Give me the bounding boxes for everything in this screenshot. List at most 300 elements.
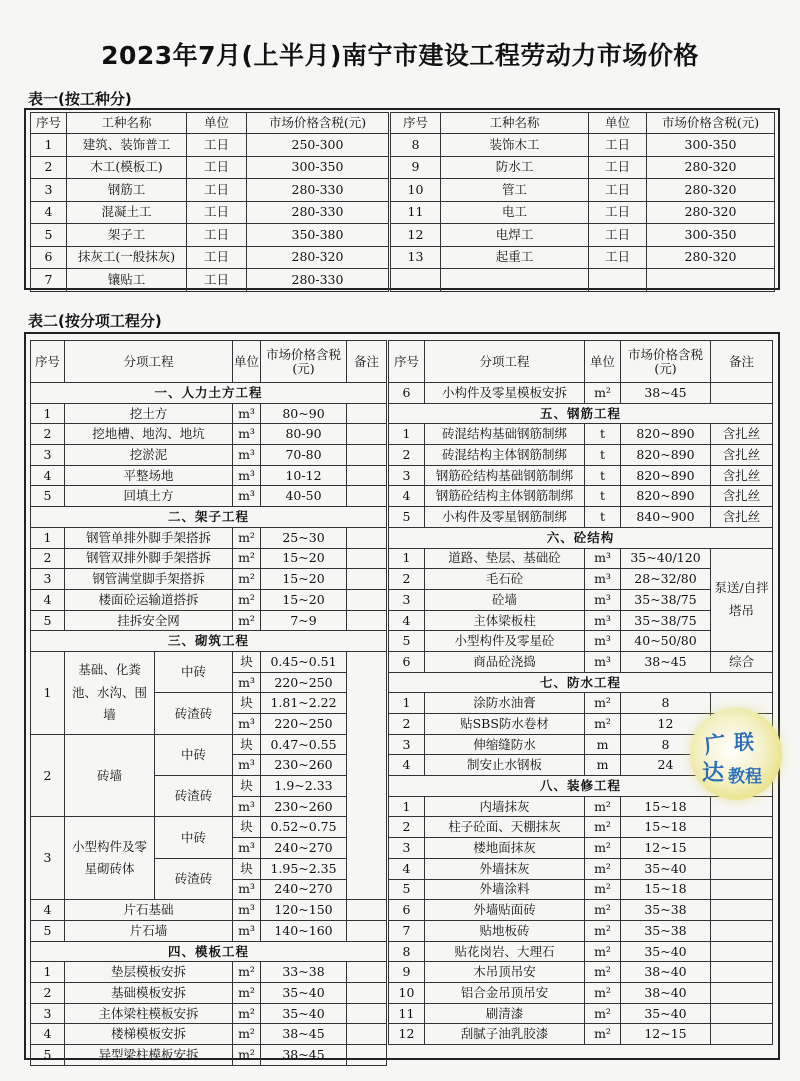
table-row (389, 796, 773, 817)
table-row (31, 403, 387, 424)
row-unit: m³ (585, 569, 621, 590)
row-name: 钢筋砼结构主体钢筋制绑 (425, 486, 585, 507)
section-header: 二、架子工程 (31, 507, 387, 528)
table-row (31, 1024, 387, 1045)
row-name: 内墙抹灰 (425, 796, 585, 817)
unit: 块 (233, 693, 261, 714)
row-unit: m² (585, 838, 621, 859)
row-note (347, 1024, 387, 1045)
row-note: 含扎丝 (711, 486, 773, 507)
table-row (389, 424, 773, 445)
unit: m³ (233, 879, 261, 900)
row-no: 5 (31, 486, 65, 507)
table-row (31, 179, 389, 202)
row-name: 外墙抹灰 (425, 858, 585, 879)
row-name: 基础模板安拆 (65, 982, 233, 1003)
row-name: 制安止水钢板 (425, 755, 585, 776)
row-note: 含扎丝 (711, 445, 773, 466)
row-name: 起重工 (441, 246, 589, 269)
price: 220~250 (261, 714, 347, 735)
row-unit: t (585, 486, 621, 507)
price: 1.81~2.22 (261, 693, 347, 714)
table1-right (390, 112, 775, 292)
row-price: 38~45 (621, 383, 711, 404)
row-note (347, 589, 387, 610)
row-no: 4 (31, 589, 65, 610)
row-price: 280-320 (647, 246, 775, 269)
row-price: 7~9 (261, 610, 347, 631)
brick-type: 砖渣砖 (155, 776, 233, 817)
row-unit: 工日 (589, 179, 647, 202)
row-note (347, 962, 387, 983)
row-price: 300-350 (247, 156, 389, 179)
row-note (347, 424, 387, 445)
row-price: 38~45 (621, 651, 711, 672)
row-unit: m³ (233, 403, 261, 424)
table2-left (30, 340, 387, 1066)
row-price: 15~20 (261, 589, 347, 610)
row-name: 楼面砼运输道搭拆 (65, 589, 233, 610)
row-name: 镶贴工 (67, 269, 187, 292)
price: 0.45~0.51 (261, 651, 347, 672)
row-no: 5 (31, 610, 65, 631)
row-price: 35~38/75 (621, 610, 711, 631)
row-no: 3 (31, 569, 65, 590)
row-note: 综合 (711, 651, 773, 672)
unit: m³ (233, 796, 261, 817)
row-unit: 工日 (187, 156, 247, 179)
row-no: 8 (389, 941, 425, 962)
row-name: 混凝土工 (67, 201, 187, 224)
row-name (441, 269, 589, 292)
row-no: 4 (389, 858, 425, 879)
row-note (711, 817, 773, 838)
row-no: 6 (389, 383, 425, 404)
row-note: 含扎丝 (711, 465, 773, 486)
unit: 块 (233, 776, 261, 797)
row-name: 回填土方 (65, 486, 233, 507)
row-no: 1 (31, 403, 65, 424)
row-unit: m² (585, 693, 621, 714)
row-price: 12~15 (621, 1024, 711, 1045)
row-note (711, 1024, 773, 1045)
table-row (31, 269, 389, 292)
row-name: 贴SBS防水卷材 (425, 714, 585, 735)
brick-type: 中砖 (155, 651, 233, 692)
price: 0.52~0.75 (261, 817, 347, 838)
row-unit: m² (585, 383, 621, 404)
row-note (347, 900, 387, 921)
row-no: 5 (31, 224, 67, 247)
row-no: 11 (391, 201, 441, 224)
row-no: 11 (389, 1003, 425, 1024)
row-unit: m² (233, 1045, 261, 1066)
price: 1.95~2.35 (261, 858, 347, 879)
col-no: 序号 (31, 113, 67, 134)
col-note: 备注 (711, 341, 773, 383)
row-price: 140~160 (261, 920, 347, 941)
row-price: 15~20 (261, 569, 347, 590)
table-row (31, 1003, 387, 1024)
row-unit: 工日 (589, 156, 647, 179)
row-price: 280-330 (247, 179, 389, 202)
row-price: 80-90 (261, 424, 347, 445)
row-name: 砖混结构基础钢筋制绑 (425, 424, 585, 445)
row-unit: m² (585, 796, 621, 817)
row-no: 3 (31, 1003, 65, 1024)
price: 0.47~0.55 (261, 734, 347, 755)
table-row (31, 156, 389, 179)
table-row (391, 156, 775, 179)
row-note (711, 1003, 773, 1024)
table-row (391, 134, 775, 157)
table-row (389, 1003, 773, 1024)
row-price: 35~40 (621, 941, 711, 962)
row-no: 9 (389, 962, 425, 983)
row-unit: m² (585, 714, 621, 735)
row-no: 6 (389, 651, 425, 672)
col-price: 市场价格含税(元) (261, 341, 347, 383)
row-note (347, 486, 387, 507)
row-name: 钢筋工 (67, 179, 187, 202)
table1-label: 表一(按工种分) (28, 90, 132, 108)
unit: m³ (233, 672, 261, 693)
row-price: 80~90 (261, 403, 347, 424)
row-no: 2 (389, 445, 425, 466)
col-unit: 单位 (589, 113, 647, 134)
row-price: 350-380 (247, 224, 389, 247)
row-no: 3 (389, 838, 425, 859)
row-name: 钢管满堂脚手架搭拆 (65, 569, 233, 590)
table-row (389, 817, 773, 838)
row-price: 300-350 (647, 134, 775, 157)
row-note (347, 920, 387, 941)
row-unit: m³ (233, 920, 261, 941)
row-name: 防水工 (441, 156, 589, 179)
row-name: 刮腻子油乳胶漆 (425, 1024, 585, 1045)
row-name: 小构件及零星模板安拆 (425, 383, 585, 404)
row-price: 280-320 (247, 246, 389, 269)
row-unit: 工日 (589, 201, 647, 224)
table-row (31, 1045, 387, 1066)
row-unit: t (585, 445, 621, 466)
row-unit: 工日 (589, 134, 647, 157)
section-header: 七、防水工程 (389, 672, 773, 693)
row-note (347, 403, 387, 424)
row-unit: m² (233, 569, 261, 590)
row-no: 2 (31, 548, 65, 569)
row-price: 300-350 (647, 224, 775, 247)
watermark-logo: 广 联 达 教程 (690, 708, 782, 800)
row-unit: t (585, 424, 621, 445)
row-price: 280-330 (247, 269, 389, 292)
row-note (347, 548, 387, 569)
row-unit: 工日 (589, 246, 647, 269)
row-price: 15~18 (621, 817, 711, 838)
row-name: 垫层模板安拆 (65, 962, 233, 983)
row-price: 25~30 (261, 527, 347, 548)
row-name: 挖土方 (65, 403, 233, 424)
brick-type: 中砖 (155, 734, 233, 775)
row-price: 8 (621, 734, 711, 755)
row-name: 砼墙 (425, 589, 585, 610)
row-note (711, 982, 773, 1003)
table-row (31, 527, 387, 548)
row-price: 35~38 (621, 900, 711, 921)
row-unit: m² (233, 982, 261, 1003)
row-name: 外墙涂料 (425, 879, 585, 900)
row-price: 35~40 (621, 858, 711, 879)
row-unit: m³ (585, 610, 621, 631)
row-no (391, 269, 441, 292)
col-unit: 单位 (187, 113, 247, 134)
row-name: 装饰木工 (441, 134, 589, 157)
row-name: 铝合金吊顶吊安 (425, 982, 585, 1003)
table-row (389, 693, 773, 714)
row-no: 3 (31, 445, 65, 466)
row-unit: m³ (585, 589, 621, 610)
row-price: 12~15 (621, 838, 711, 859)
section-header: 八、装修工程 (389, 776, 773, 797)
row-name: 贴花岗岩、大理石 (425, 941, 585, 962)
row-unit: m² (585, 962, 621, 983)
col-no: 序号 (31, 341, 65, 383)
table-row (389, 1024, 773, 1045)
row-unit: 工日 (187, 179, 247, 202)
row-price: 15~20 (261, 548, 347, 569)
row-name: 道路、垫层、基础砼 (425, 548, 585, 569)
row-no: 3 (389, 465, 425, 486)
row-no: 10 (389, 982, 425, 1003)
col-no: 序号 (389, 341, 425, 383)
row-name: 主体梁板柱 (425, 610, 585, 631)
row-note (347, 982, 387, 1003)
row-name: 挖地槽、地沟、地坑 (65, 424, 233, 445)
row-note (347, 1003, 387, 1024)
row-unit: m² (585, 941, 621, 962)
row-name: 管工 (441, 179, 589, 202)
row-unit: m² (585, 1024, 621, 1045)
row-unit: 工日 (187, 246, 247, 269)
table-row (389, 858, 773, 879)
col-unit: 单位 (233, 341, 261, 383)
group-name: 基础、化粪池、水沟、围墙 (65, 651, 155, 734)
price: 230~260 (261, 755, 347, 776)
row-price: 280-330 (247, 201, 389, 224)
table-row (389, 962, 773, 983)
row-price: 280-320 (647, 179, 775, 202)
row-price: 40-50 (261, 486, 347, 507)
unit: 块 (233, 817, 261, 838)
row-price: 15~18 (621, 796, 711, 817)
row-price: 35~40/120 (621, 548, 711, 569)
row-no: 12 (389, 1024, 425, 1045)
table-row (389, 879, 773, 900)
row-no: 4 (31, 465, 65, 486)
table-row (391, 224, 775, 247)
table-row (31, 246, 389, 269)
brick-type: 砖渣砖 (155, 693, 233, 734)
group-name: 砖墙 (65, 734, 155, 817)
row-no: 1 (389, 796, 425, 817)
row-no: 2 (31, 982, 65, 1003)
row-no: 3 (389, 734, 425, 755)
row-note (711, 962, 773, 983)
row-unit: 工日 (187, 134, 247, 157)
row-unit: m² (233, 1003, 261, 1024)
row-no: 4 (31, 201, 67, 224)
row-no: 6 (389, 900, 425, 921)
price: 230~260 (261, 796, 347, 817)
col-unit: 单位 (585, 341, 621, 383)
row-no: 3 (31, 179, 67, 202)
row-name: 贴地板砖 (425, 920, 585, 941)
table-row (391, 269, 775, 292)
row-note (711, 920, 773, 941)
row-name: 商品砼浇捣 (425, 651, 585, 672)
row-unit: m³ (585, 651, 621, 672)
row-no: 6 (31, 246, 67, 269)
table-row (389, 900, 773, 921)
row-unit: m (585, 734, 621, 755)
row-unit: 工日 (589, 224, 647, 247)
table-row (31, 224, 389, 247)
table-row (31, 134, 389, 157)
price: 240~270 (261, 838, 347, 859)
row-unit: m² (585, 1003, 621, 1024)
row-name: 主体梁柱模板安拆 (65, 1003, 233, 1024)
row-note (711, 838, 773, 859)
row-name: 建筑、装饰普工 (67, 134, 187, 157)
row-no: 5 (389, 879, 425, 900)
row-name: 抹灰工(一般抹灰) (67, 246, 187, 269)
table-row (389, 838, 773, 859)
row-no: 4 (31, 900, 65, 921)
row-no: 8 (391, 134, 441, 157)
row-no: 1 (31, 527, 65, 548)
row-no: 5 (389, 507, 425, 528)
row-note: 泵送/自拌塔吊 (711, 548, 773, 651)
row-name: 小型构件及零星砼 (425, 631, 585, 652)
row-price: 840~900 (621, 507, 711, 528)
col-name: 分项工程 (65, 341, 233, 383)
row-note (711, 941, 773, 962)
row-note: 含扎丝 (711, 424, 773, 445)
table-row (389, 941, 773, 962)
col-price: 市场价格含税(元) (647, 113, 775, 134)
row-unit: m² (233, 1024, 261, 1045)
row-unit: m² (585, 900, 621, 921)
row-unit: m³ (585, 548, 621, 569)
row-no: 2 (389, 569, 425, 590)
row-unit: 工日 (187, 201, 247, 224)
row-no: 2 (31, 156, 67, 179)
price: 240~270 (261, 879, 347, 900)
row-note (711, 858, 773, 879)
row-price: 38~40 (621, 982, 711, 1003)
row-no: 2 (389, 714, 425, 735)
unit: 块 (233, 651, 261, 672)
row-unit: m² (585, 920, 621, 941)
unit: m³ (233, 838, 261, 859)
row-no: 4 (389, 610, 425, 631)
row-price: 280-320 (647, 201, 775, 224)
col-note: 备注 (347, 341, 387, 383)
group-no: 2 (31, 734, 65, 817)
row-unit: t (585, 507, 621, 528)
row-name: 柱子砼面、天棚抹灰 (425, 817, 585, 838)
row-name: 异型梁柱模板安拆 (65, 1045, 233, 1066)
row-price: 10-12 (261, 465, 347, 486)
table-row (31, 424, 387, 445)
row-name: 平整场地 (65, 465, 233, 486)
row-name: 涂防水油膏 (425, 693, 585, 714)
row-name: 外墙贴面砖 (425, 900, 585, 921)
table-row (391, 246, 775, 269)
row-unit: m³ (233, 465, 261, 486)
row-note (711, 879, 773, 900)
row-no: 5 (389, 631, 425, 652)
row-note (347, 527, 387, 548)
unit: 块 (233, 858, 261, 879)
row-name: 挂拆安全网 (65, 610, 233, 631)
table-row (31, 201, 389, 224)
row-unit: m² (585, 858, 621, 879)
row-price: 8 (621, 693, 711, 714)
table-row (31, 465, 387, 486)
group-name: 小型构件及零星砌砖体 (65, 817, 155, 900)
row-unit: 工日 (187, 269, 247, 292)
row-unit: m² (585, 982, 621, 1003)
table1-left (30, 112, 389, 292)
row-price: 35~40 (261, 982, 347, 1003)
col-price: 市场价格含税(元) (247, 113, 389, 134)
row-name: 刷清漆 (425, 1003, 585, 1024)
row-no: 10 (391, 179, 441, 202)
table-row (389, 920, 773, 941)
row-unit: m² (233, 548, 261, 569)
row-price: 28~32/80 (621, 569, 711, 590)
table-row (31, 486, 387, 507)
table-row (31, 589, 387, 610)
row-no: 1 (389, 424, 425, 445)
row-price: 280-320 (647, 156, 775, 179)
table-row (389, 465, 773, 486)
row-note (711, 900, 773, 921)
table-row (391, 179, 775, 202)
table2-right (388, 340, 773, 1045)
row-price: 38~45 (261, 1024, 347, 1045)
row-price: 70-80 (261, 445, 347, 466)
unit: m³ (233, 714, 261, 735)
row-no: 1 (31, 134, 67, 157)
col-price: 市场价格含税(元) (621, 341, 711, 383)
row-name: 毛石砼 (425, 569, 585, 590)
row-unit: m² (233, 527, 261, 548)
col-no: 序号 (391, 113, 441, 134)
row-note (347, 610, 387, 631)
row-unit: 工日 (187, 224, 247, 247)
row-price (647, 269, 775, 292)
table-row (31, 445, 387, 466)
row-price: 15~18 (621, 879, 711, 900)
row-note (711, 383, 773, 404)
group-no: 1 (31, 651, 65, 734)
row-no: 4 (31, 1024, 65, 1045)
row-no: 5 (31, 1045, 65, 1066)
brick-type: 中砖 (155, 817, 233, 858)
table2-label: 表二(按分项工程分) (28, 312, 162, 330)
